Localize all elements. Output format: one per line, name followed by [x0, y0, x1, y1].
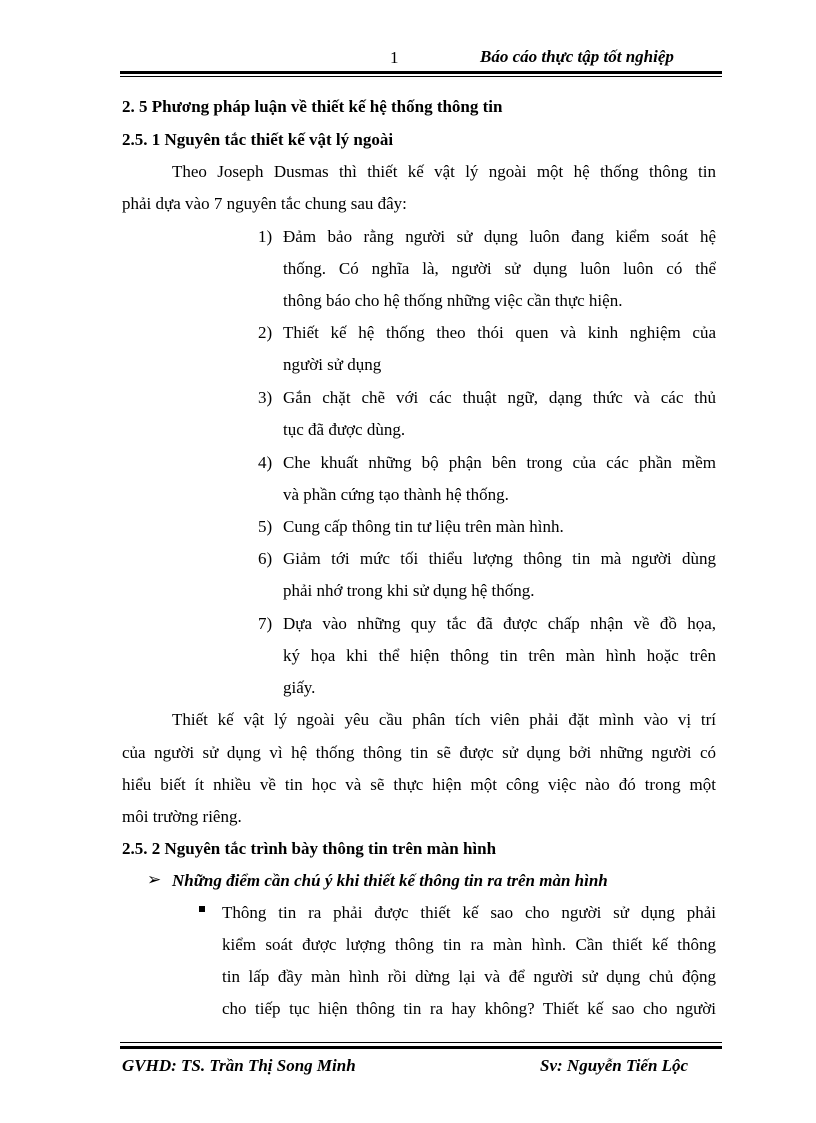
- item-3-number: 3): [258, 388, 273, 407]
- item-7-line-1: Dựa vào những quy tắc đã được chấp nhận về đồ họa,: [283, 614, 716, 633]
- closing-line-2: của người sử dụng vì hệ thống thông tin sẽ được sử dụng bởi những người có: [122, 743, 716, 762]
- bullet-line-4: cho tiếp tục hiện thông tin ra hay không? Thiết kế sao cho người: [222, 999, 716, 1018]
- header-rule-thin: [120, 76, 722, 77]
- item-6-line-1: Giảm tới mức tối thiểu lượng thông tin mà người dùng: [283, 549, 716, 568]
- closing-line-3: hiểu biết ít nhiều về tin học và sẽ thực hiện một công việc nào đó trong một: [122, 775, 716, 794]
- arrow-bullet-icon: ➢: [147, 870, 162, 889]
- section-title: 2. 5 Phương pháp luận về thiết kế hệ thống thông tin: [122, 97, 503, 116]
- subsection-1-title: 2.5. 1 Nguyên tắc thiết kế vật lý ngoài: [122, 130, 394, 149]
- item-6-line-2: phải nhớ trong khi sử dụng hệ thống.: [283, 581, 535, 600]
- item-4-line-1: Che khuất những bộ phận bên trong của các phần mềm: [283, 453, 716, 472]
- item-1-line-2: thống. Có nghĩa là, người sử dụng luôn luôn có thể: [283, 259, 716, 278]
- header-rule: [120, 71, 722, 74]
- item-7-number: 7): [258, 614, 273, 633]
- item-1-line-3: thông báo cho hệ thống những việc cần thực hiện.: [283, 291, 623, 310]
- item-1-line-1: Đảm bảo rằng người sử dụng luôn đang kiểm soát hệ: [283, 227, 716, 246]
- bullet-line-1: Thông tin ra phải được thiết kế sao cho người sử dụng phải: [222, 903, 716, 922]
- subsection-2-title: 2.5. 2 Nguyên tắc trình bày thông tin trên màn hình: [122, 839, 497, 858]
- item-3-line-2: tục đã được dùng.: [283, 420, 406, 439]
- intro-line-2: phải dựa vào 7 nguyên tắc chung sau đây:: [122, 194, 407, 213]
- bullet-line-2: kiểm soát được lượng thông tin ra màn hình. Cần thiết kế thông: [222, 935, 716, 954]
- footer-student: Sv: Nguyễn Tiến Lộc: [540, 1056, 689, 1075]
- arrow-heading: Những điểm cần chú ý khi thiết kế thông tin ra trên màn hình: [172, 871, 608, 890]
- item-2-line-2: người sử dụng: [283, 355, 382, 374]
- item-2-number: 2): [258, 323, 273, 342]
- closing-line-1: Thiết kế vật lý ngoài yêu cầu phân tích viên phải đặt mình vào vị trí: [172, 710, 716, 729]
- item-6-number: 6): [258, 549, 273, 568]
- footer-rule-thin: [120, 1042, 722, 1043]
- item-2-line-1: Thiết kế hệ thống theo thói quen và kinh nghiệm của: [283, 323, 716, 342]
- item-4-line-2: và phần cứng tạo thành hệ thống.: [283, 485, 509, 504]
- item-3-line-1: Gắn chặt chẽ với các thuật ngữ, dạng thức và các thủ: [283, 388, 716, 407]
- square-bullet-icon: [199, 906, 205, 912]
- item-7-line-3: giấy.: [283, 678, 316, 697]
- closing-line-4: môi trường riêng.: [122, 807, 242, 826]
- header-title: Báo cáo thực tập tốt nghiệp: [480, 47, 674, 66]
- item-5-number: 5): [258, 517, 273, 536]
- item-5-line-1: Cung cấp thông tin tư liệu trên màn hình.: [283, 517, 564, 536]
- bullet-line-3: tin lấp đầy màn hình rồi dừng lại và để người sử dụng chủ động: [222, 967, 716, 986]
- item-7-line-2: ký họa khi thể hiện thông tin trên màn hình hoặc trên: [283, 646, 716, 665]
- footer-rule: [120, 1046, 722, 1049]
- footer-advisor: GVHD: TS. Trần Thị Song Minh: [122, 1056, 356, 1075]
- page-number: 1: [390, 48, 399, 67]
- item-4-number: 4): [258, 453, 273, 472]
- intro-line-1: Theo Joseph Dusmas thì thiết kế vật lý ngoài một hệ thống thông tin: [172, 162, 716, 181]
- item-1-number: 1): [258, 227, 273, 246]
